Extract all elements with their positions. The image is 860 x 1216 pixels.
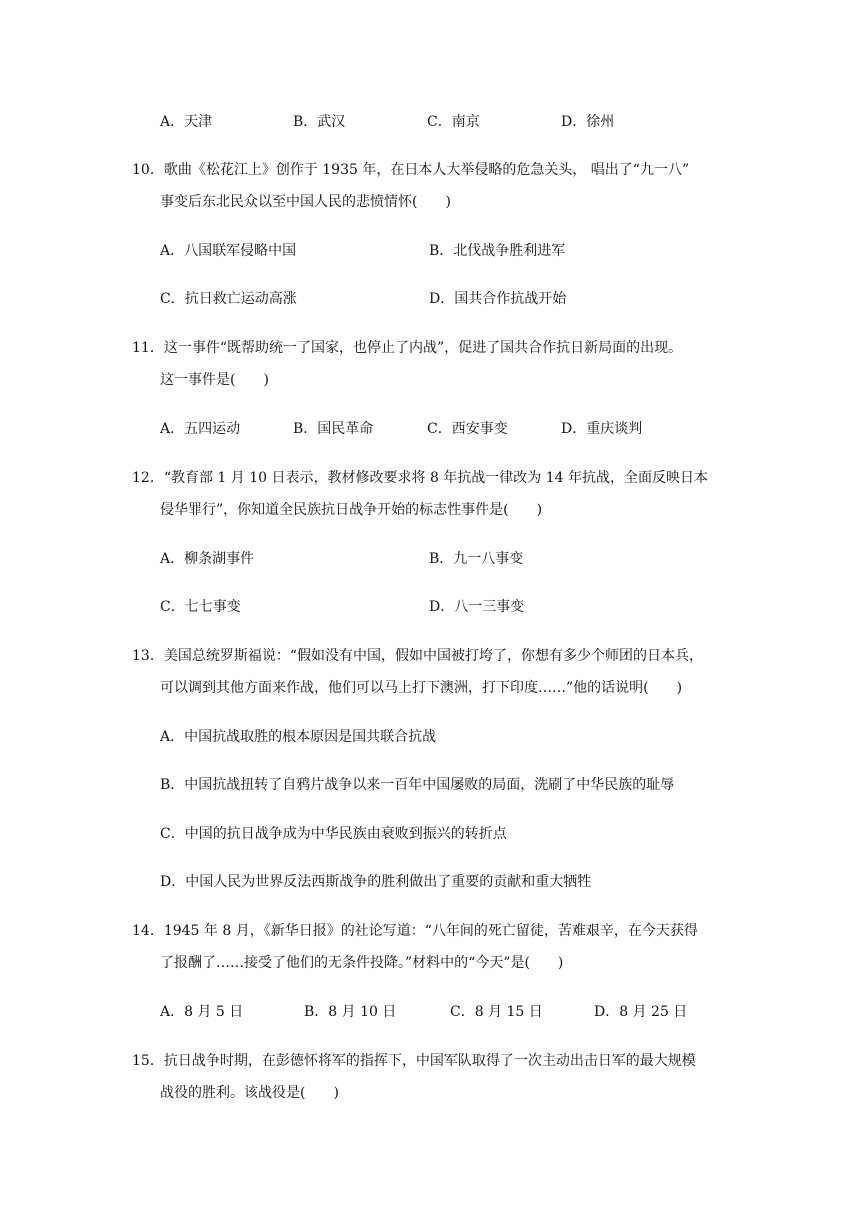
q11-stem-line-1: 11．这一事件“既帮助统一了国家，也停止了内战”，促进了国共合作抗日新局面的出现。 (132, 340, 683, 356)
q9-option-b: B．武汉 (293, 114, 346, 130)
q9-option-c: C．南京 (427, 114, 480, 130)
q15-stem-line-2: 战役的胜利。该战役是( ) (160, 1085, 339, 1101)
q10-option-b: B．北伐战争胜利进军 (429, 243, 566, 259)
q14-stem-line-1: 14．1945 年 8 月，《新华日报》的社论写道：“八年间的死亡留徒，苦难艰辛，在今天获得 (132, 923, 698, 939)
q13-option-a: A．中国抗战取胜的根本原因是国共联合抗战 (160, 729, 437, 745)
q13-option-b: B．中国抗战扭转了自鸦片战争以来一百年中国屡败的局面，洗刷了中华民族的耻辱 (160, 777, 675, 793)
q11-option-a: A．五四运动 (160, 421, 241, 437)
q11-option-d: D．重庆谈判 (561, 421, 643, 437)
q10-option-d: D．国共合作抗战开始 (429, 291, 567, 307)
q14-stem-line-2: 了报酬了……接受了他们的无条件投降。”材料中的“今天”是( ) (160, 955, 564, 971)
q12-option-b: B．九一八事变 (429, 551, 524, 567)
q13-option-d: D．中国人民为世界反法西斯战争的胜利做出了重要的贡献和重大牺牲 (160, 874, 592, 890)
q13-option-c: C．中国的抗日战争成为中华民族由衰败到振兴的转折点 (160, 826, 507, 842)
q14-option-b: B．8 月 10 日 (304, 1004, 397, 1020)
q10-stem-line-1: 10．歌曲《松花江上》创作于 1935 年，在日本人大举侵略的危急关头， 唱出了“九一八” (132, 162, 690, 178)
q14-option-d: D．8 月 25 日 (594, 1004, 688, 1020)
q12-stem-line-1: 12．“教育部 1 月 10 日表示，教材修改要求将 8 年抗战一律改为 14 年抗战，全面反映日本 (132, 470, 709, 486)
q12-option-a: A．柳条湖事件 (160, 551, 255, 567)
q9-option-a: A．天津 (160, 114, 213, 130)
q11-stem-line-2: 这一事件是( ) (160, 372, 269, 388)
q12-stem-line-2: 侵华罪行”，你知道全民族抗日战争开始的标志性事件是( ) (160, 502, 543, 518)
q12-option-d: D．八一三事变 (429, 599, 525, 615)
q13-stem-line-1: 13．美国总统罗斯福说：“假如没有中国，假如中国被打垮了，你想有多少个师团的日本兵， (132, 648, 703, 664)
q10-stem-line-2: 事变后东北民众以至中国人民的悲愤情怀( ) (160, 194, 451, 210)
q10-option-a: A．八国联军侵略中国 (160, 243, 297, 259)
q11-option-c: C．西安事变 (427, 421, 508, 437)
q10-option-c: C．抗日救亡运动高涨 (160, 291, 297, 307)
q14-option-c: C．8 月 15 日 (450, 1004, 543, 1020)
q12-option-c: C．七七事变 (160, 599, 241, 615)
q9-option-d: D．徐州 (561, 114, 615, 130)
q13-stem-line-2: 可以调到其他方面来作战，他们可以马上打下澳洲，打下印度……”他的话说明( ) (160, 680, 683, 696)
q14-option-a: A．8 月 5 日 (160, 1004, 244, 1020)
q11-option-b: B．国民革命 (293, 421, 374, 437)
q15-stem-line-1: 15．抗日战争时期，在彭德怀将军的指挥下，中国军队取得了一次主动出击日军的最大规模 (132, 1053, 696, 1069)
